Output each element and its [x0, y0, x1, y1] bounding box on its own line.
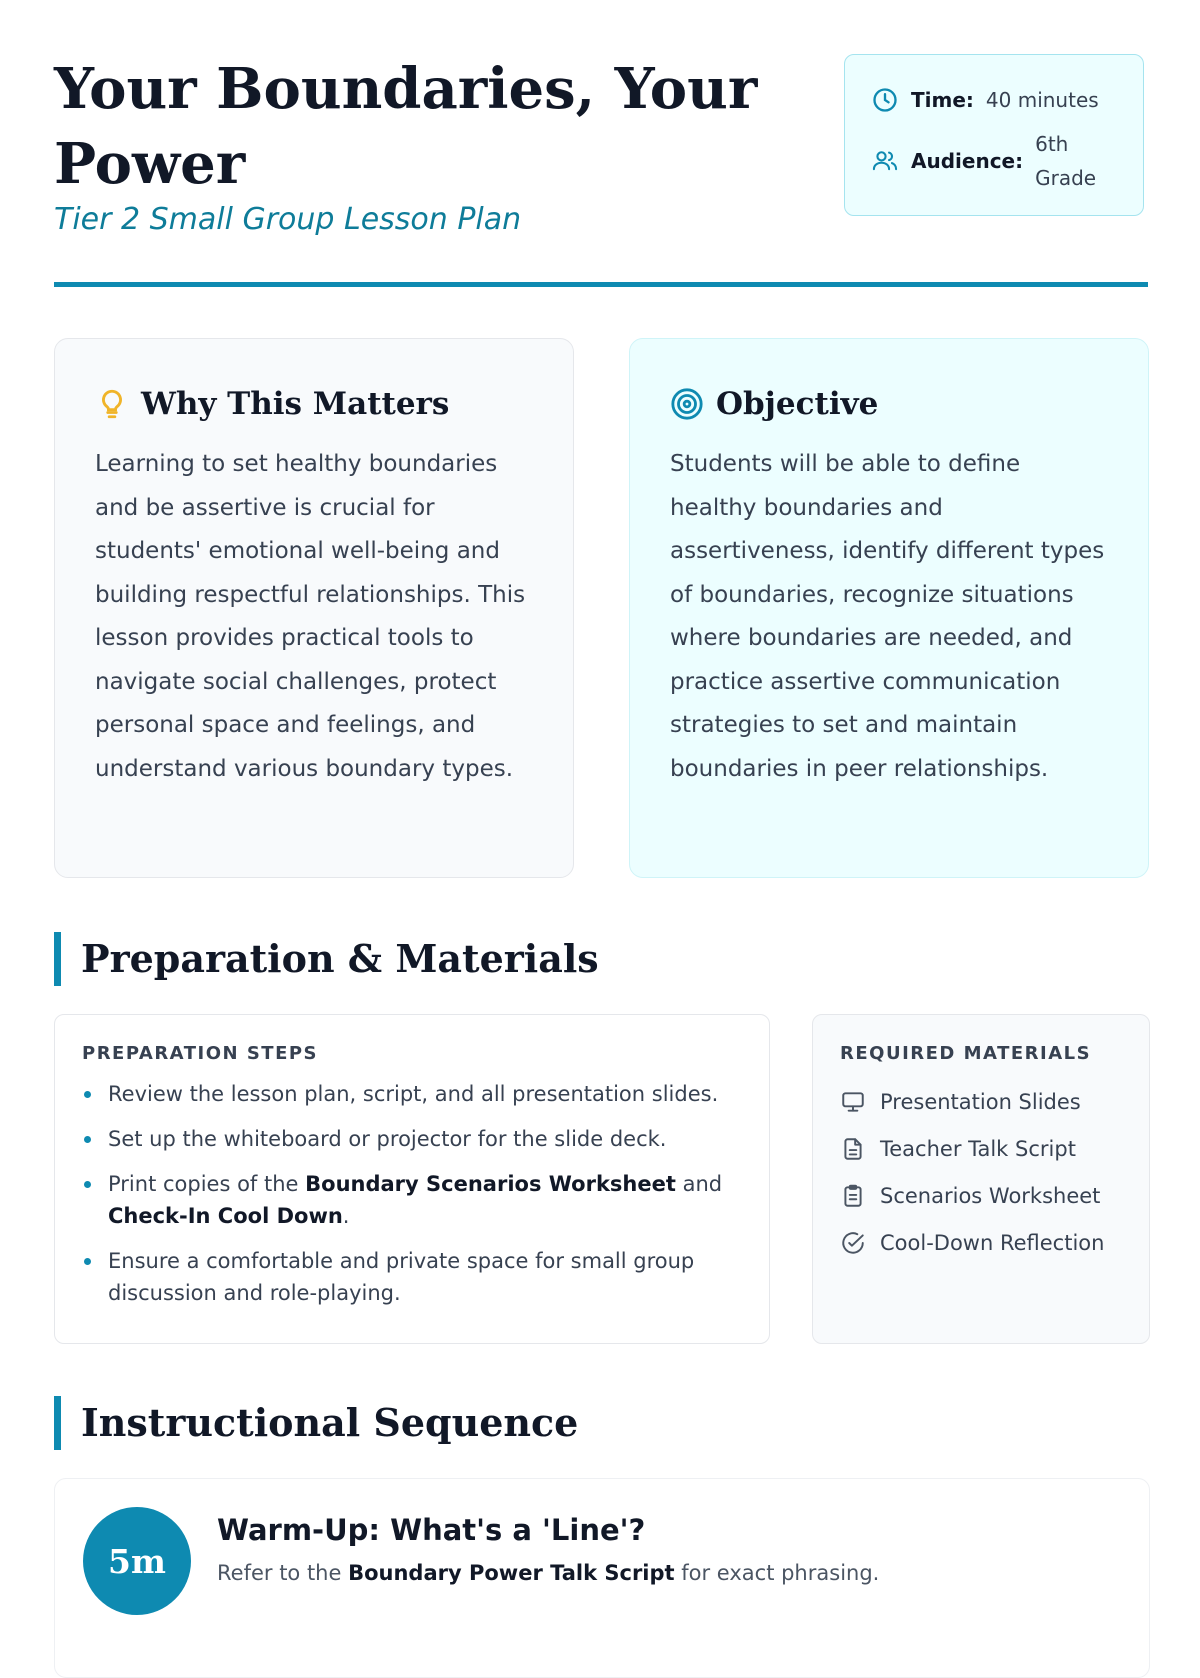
- preparation-steps-box: [54, 1014, 770, 1344]
- bullet: [84, 1181, 91, 1188]
- why-heading: Why This Matters: [141, 386, 450, 422]
- material-item: [840, 1172, 1122, 1219]
- step-text-post: .: [342, 1204, 350, 1228]
- material-item: [840, 1078, 1122, 1125]
- bullet: [84, 1136, 91, 1143]
- preparation-steps-label: PREPARATION STEPS: [82, 1043, 319, 1064]
- material-label: Scenarios Worksheet: [880, 1183, 1101, 1208]
- objective-heading: Objective: [716, 386, 879, 422]
- check-circle-icon: [840, 1230, 866, 1256]
- cooldown-name: Check-In Cool Down: [108, 1204, 343, 1228]
- required-materials-box: [812, 1014, 1150, 1344]
- bullet: [84, 1258, 91, 1265]
- worksheet-name: Boundary Scenarios Worksheet: [305, 1172, 676, 1196]
- step-text-mid: and: [675, 1172, 723, 1196]
- step-note-pre: Refer to the: [217, 1561, 349, 1585]
- step-title: Warm-Up: What's a 'Line'?: [217, 1513, 646, 1547]
- step-text: Review the lesson plan, script, and all presentation slides.: [108, 1082, 719, 1106]
- time-label: Time:: [911, 88, 974, 112]
- materials-list: [840, 1078, 1122, 1266]
- time-value: 40 minutes: [985, 88, 1099, 112]
- objective-body: Students will be able to define healthy boundaries and assertiveness, identify different types of boundaries, recognize situations where boundaries are needed, and practice assertive communication strategies to set and maintain boundaries in peer relationships.: [670, 451, 1105, 782]
- users-icon: [871, 147, 899, 175]
- meta-audience: [871, 127, 1117, 195]
- lightbulb-icon: [95, 387, 129, 421]
- why-body: Learning to set healthy boundaries and be assertive is crucial for students' emotional well-being and building respectful relationships. This lesson provides practical tools to navigate social challenges, protect personal space and feelings, and understand various boundary types.: [95, 451, 526, 782]
- step-text: Ensure a comfortable and private space for small group discussion and role-playing.: [108, 1249, 695, 1305]
- material-item: [840, 1219, 1122, 1266]
- material-label: Teacher Talk Script: [880, 1136, 1076, 1161]
- clock-icon: [871, 86, 899, 114]
- list-item: [82, 1245, 742, 1309]
- step-note: [217, 1561, 879, 1585]
- page-subtitle: Tier 2 Small Group Lesson Plan: [54, 202, 522, 237]
- material-label: Cool-Down Reflection: [880, 1230, 1105, 1255]
- material-label: Presentation Slides: [880, 1089, 1081, 1114]
- page-title: Your Boundaries, Your Power: [54, 56, 758, 197]
- sequence-step-card: [54, 1478, 1150, 1678]
- material-item: [840, 1125, 1122, 1172]
- target-icon: [670, 387, 704, 421]
- page-header: [54, 52, 1148, 287]
- required-materials-label: REQUIRED MATERIALS: [840, 1043, 1092, 1064]
- objective-card: [629, 338, 1149, 878]
- list-item: [82, 1078, 742, 1110]
- preparation-heading: Preparation & Materials: [54, 932, 599, 986]
- bullet: [84, 1091, 91, 1098]
- objective-card-header: [670, 379, 1108, 429]
- preparation-steps-list: [82, 1078, 742, 1309]
- list-item: [82, 1168, 742, 1232]
- audience-label: Audience:: [911, 149, 1024, 173]
- clipboard-icon: [840, 1183, 866, 1209]
- script-reference: Boundary Power Talk Script: [348, 1561, 675, 1585]
- monitor-icon: [840, 1089, 866, 1115]
- why-this-matters-card: [54, 338, 574, 878]
- duration-badge: 5m: [83, 1507, 191, 1615]
- why-card-header: [95, 379, 533, 429]
- step-text: Set up the whiteboard or projector for the slide deck.: [108, 1127, 667, 1151]
- step-note-post: for exact phrasing.: [674, 1561, 880, 1585]
- lesson-meta-card: [844, 54, 1144, 216]
- list-item: [82, 1123, 742, 1155]
- meta-time: [871, 83, 1117, 117]
- step-text-pre: Print copies of the: [108, 1172, 306, 1196]
- instructional-sequence-heading: Instructional Sequence: [54, 1396, 578, 1450]
- document-icon: [840, 1136, 866, 1162]
- audience-value: 6th Grade: [1035, 132, 1097, 190]
